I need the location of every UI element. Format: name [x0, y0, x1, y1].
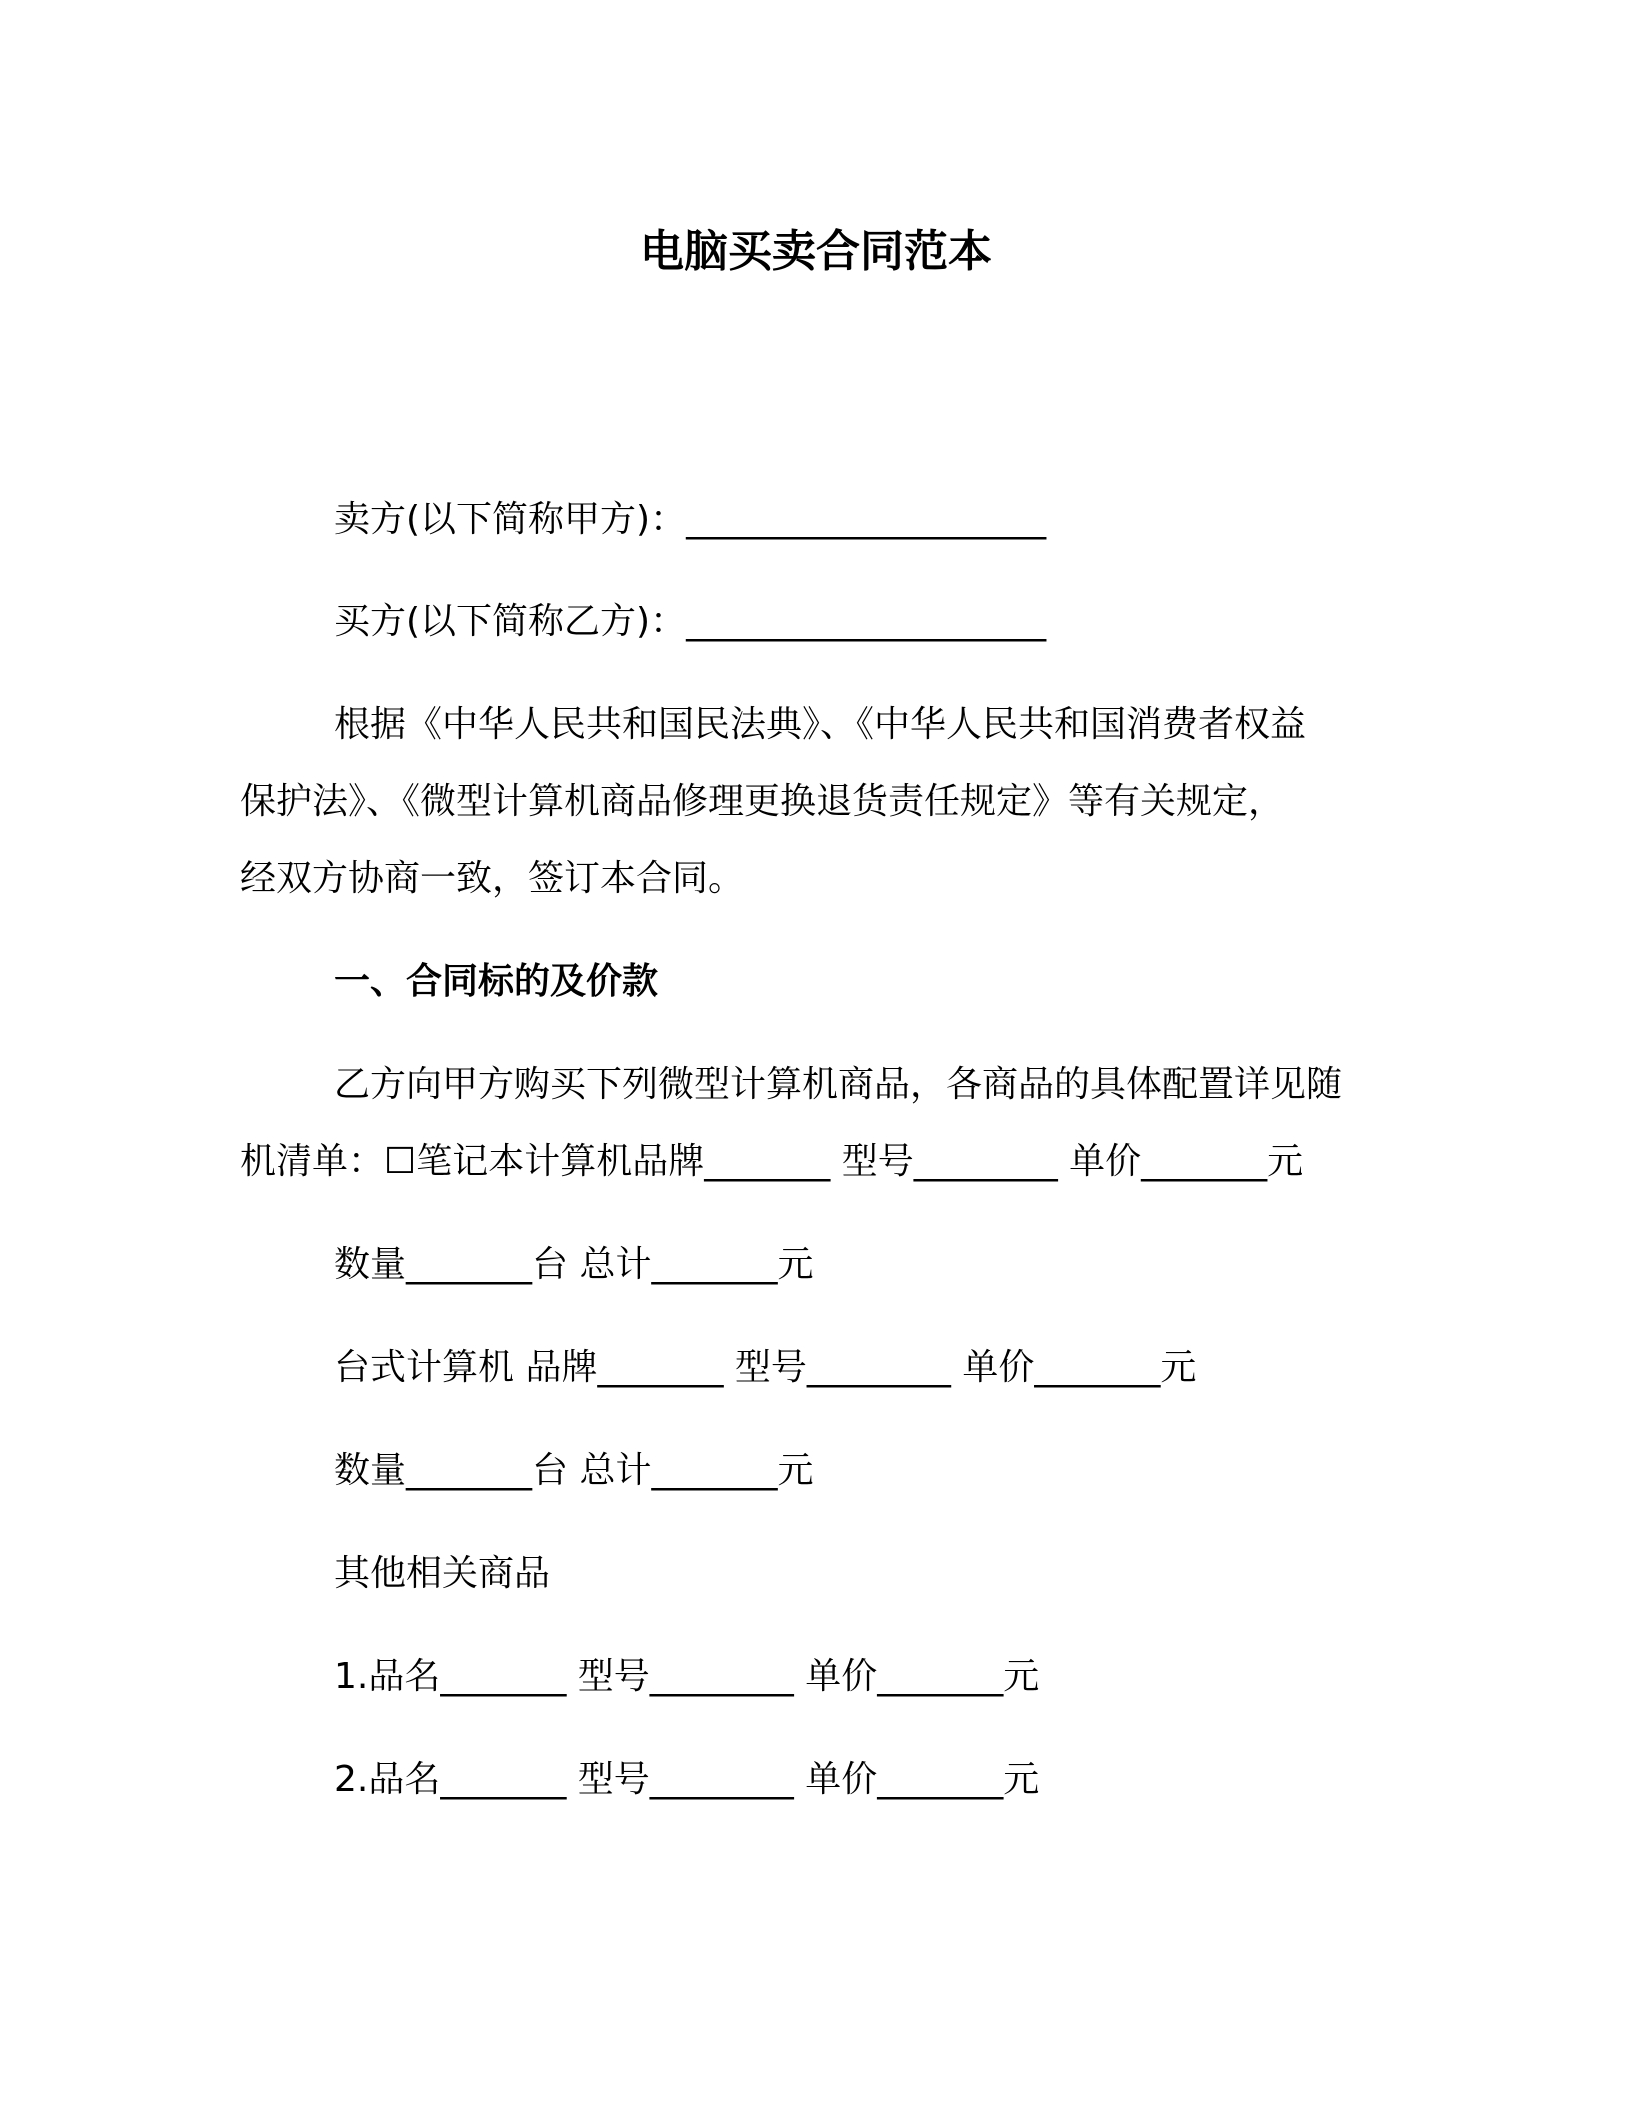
intro-paragraph-line-1: 根据《中华人民共和国民法典》、《中华人民共和国消费者权益	[334, 704, 1307, 745]
seller-line: 卖方(以下简称甲方)：____________________	[334, 499, 1047, 540]
desktop-quantity-line: 数量_______台 总计_______元	[334, 1450, 814, 1491]
other-goods-item-1: 1.品名_______ 型号________ 单价_______元	[334, 1656, 1040, 1697]
intro-paragraph-line-2: 保护法》、《微型计算机商品修理更换退货责任规定》等有关规定，	[240, 781, 1285, 822]
desktop-line: 台式计算机 品牌_______ 型号________ 单价_______元	[334, 1347, 1197, 1388]
intro-paragraph-line-3: 经双方协商一致，签订本合同。	[240, 858, 745, 899]
purchase-paragraph-line-2: 机清单：☐笔记本计算机品牌_______ 型号________ 单价_______元	[240, 1141, 1304, 1182]
buyer-line: 买方(以下简称乙方)：____________________	[334, 601, 1047, 642]
other-goods-item-2: 2.品名_______ 型号________ 单价_______元	[334, 1759, 1040, 1800]
document-title: 电脑买卖合同范本	[640, 226, 992, 277]
laptop-quantity-line: 数量_______台 总计_______元	[334, 1244, 814, 1285]
purchase-paragraph-line-1: 乙方向甲方购买下列微型计算机商品，各商品的具体配置详见随	[334, 1064, 1343, 1105]
other-goods-heading: 其他相关商品	[334, 1553, 551, 1594]
section-heading-1: 一、合同标的及价款	[334, 961, 659, 1002]
